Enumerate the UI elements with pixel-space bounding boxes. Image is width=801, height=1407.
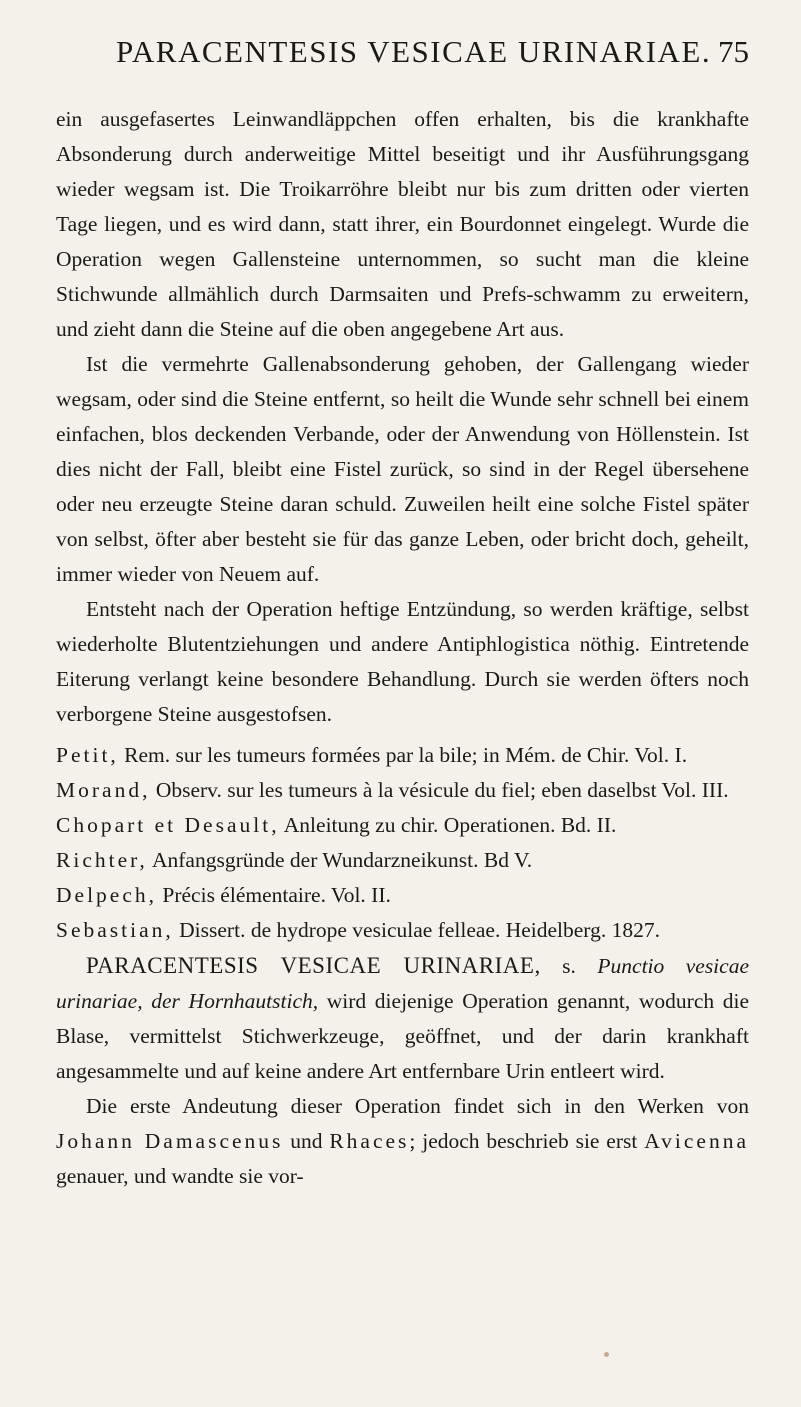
paragraph-1: ein ausgefasertes Leinwandläppchen offen erhalten, bis die krankhafte Absonderung durch anderweitige Mittel beseitigt und ihr Ausführungsgang wieder wegsam ist. Die Troikarröhre bleibt nur bis zum dritten oder vierten Tage liegen, und es wird dann, statt ihrer, ein Bourdonnet eingelegt. Wurde die Operation wegen Gallensteine unternommen, so sucht man die kleine Stichwunde allmählich durch Darmsaiten und Prefs-schwamm zu erweitern, und zieht dann die Steine auf die oben angegebene Art aus.	[56, 107, 749, 341]
reference-item	[56, 878, 749, 913]
reference-text: Précis élémentaire. Vol. II.	[157, 883, 391, 907]
reference-text: Rem. sur les tumeurs formées par la bile; in Mém. de Chir. Vol. I.	[118, 743, 688, 767]
body-text	[56, 102, 749, 1194]
reference-text: Dissert. de hydrope vesiculae felleae. Heidelberg. 1827.	[173, 918, 660, 942]
reference-author: Morand,	[56, 778, 151, 802]
entry-definition: wird diejenige Operation genannt, wodurch die Blase, vermittelst Stichwerkzeuge, geöffnet, und der darin krankhaft angesammelte und auf keine andere Art entfernbare Urin entleert wird.	[56, 989, 750, 1083]
entry-paragraph	[56, 948, 749, 1089]
person-name: Avicenna	[644, 1129, 749, 1153]
reference-item	[56, 808, 749, 843]
reference-author: Delpech,	[56, 883, 158, 907]
person-name: Rhaces	[329, 1129, 410, 1153]
reference-author: Chopart et Desault,	[56, 813, 280, 837]
reference-text: Observ. sur les tumeurs à la vésicule du fiel; eben daselbst Vol. III.	[150, 778, 729, 802]
paragraph-last-part-2: und	[283, 1129, 330, 1153]
ink-spot	[604, 1352, 609, 1357]
entry-german-name: der Hornhautstich,	[151, 989, 319, 1013]
entry-latin-name: Punctio vesicae urinariae,	[56, 954, 749, 1013]
page-header	[56, 34, 749, 86]
reference-text: Anfangsgründe der Wundarzneikunst. Bd V.	[147, 848, 533, 872]
paragraph-2: Ist die vermehrte Gallenabsonderung gehoben, der Gallengang wieder wegsam, oder sind die Steine entfernt, so heilt die Wunde sehr schnell bei einem einfachen, blos deckenden Verbande, oder der Anwendung von Höllenstein. Ist dies nicht der Fall, bleibt eine Fistel zurück, so sind in der Regel übersehene oder neu erzeugte Steine daran schuld. Zuweilen heilt eine solche Fistel später von selbst, öfter aber besteht sie für das ganze Leben, oder bricht doch, geheilt, immer wieder von Neuem auf.	[56, 352, 749, 586]
reference-item	[56, 843, 749, 878]
entry-abbrev: s.	[540, 954, 598, 978]
paragraph-3: Entsteht nach der Operation heftige Entzündung, so werden kräftige, selbst wiederholte Blutentziehungen und andere Antiphlogistica nöthig. Eintretende Eiterung verlangt keine besondere Behandlung. Durch sie werden öfters noch verborgene Steine ausgestofsen.	[56, 597, 749, 726]
running-head: PARACENTESIS VESICAE URINARIAE.	[116, 34, 712, 69]
reference-list	[56, 738, 749, 948]
reference-text: Anleitung zu chir. Operationen. Bd. II.	[279, 813, 617, 837]
reference-author: Richter,	[56, 848, 148, 872]
paragraph-last-part-4: genauer, und wandte sie vor-	[56, 1164, 304, 1188]
reference-item	[56, 738, 749, 773]
paragraph-last	[56, 1089, 749, 1194]
paragraph-last-part-1: Die erste Andeutung dieser Operation findet sich in den Werken von	[86, 1094, 749, 1118]
reference-author: Sebastian,	[56, 918, 174, 942]
page-number: 75	[718, 34, 749, 69]
reference-item	[56, 913, 749, 948]
person-name: Johann Damascenus	[56, 1129, 284, 1153]
entry-headword: PARACENTESIS VESICAE URINARIAE,	[86, 953, 541, 978]
reference-author: Petit,	[56, 743, 119, 767]
reference-item	[56, 773, 749, 808]
paragraph-last-part-3: ; jedoch beschrieb sie erst	[409, 1129, 645, 1153]
